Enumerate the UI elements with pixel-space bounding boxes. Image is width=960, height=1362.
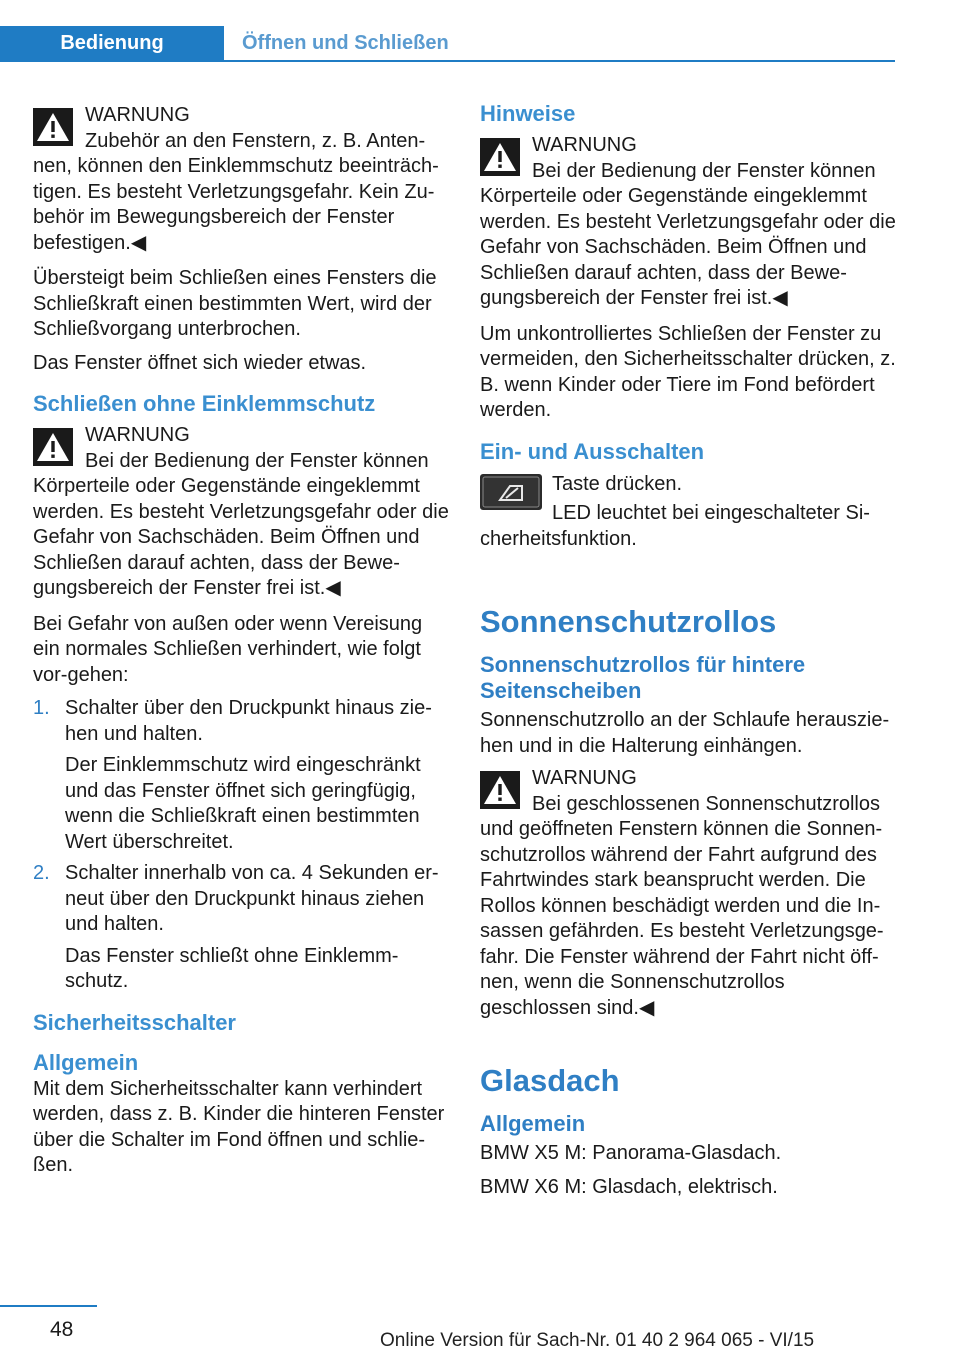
warning-triangle-icon <box>480 138 520 176</box>
warning-box <box>33 100 451 256</box>
section-heading: Hinweise <box>480 101 576 126</box>
left-column <box>33 100 451 1187</box>
subsection-heading: Allgemein <box>480 1111 586 1136</box>
section-heading: Sonnenschutzrollos für hintere Seitenscheiben <box>480 652 806 703</box>
paragraph: BMW X6 M: Glasdach, elektrisch. <box>480 1175 778 1198</box>
step-result: Der Einklemmschutz wird eingeschränkt und das Fenster öffnet sich geringfügig, wenn die Schließkraft einen bestimmten Wert überschreitet. <box>65 754 421 853</box>
list-item <box>33 696 451 855</box>
paragraph: Um unkontrolliertes Schließen der Fenster zu vermeiden, den Sicherheitsschalter drücken, z. B. wenn Kinder oder Tiere im Fond befördert werden. <box>480 322 896 421</box>
instruction-text: LED leuchtet bei eingeschalteter Si‐cherheitsfunktion. <box>480 502 870 550</box>
warning-text: Bei der Bedienung der Fenster können Körperteile oder Gegenstände eingeklemmt werden. Es besteht Verletzungsgefahr oder die Gefahr von Sachschäden. Beim Öffnen und Schließen darauf achten, dass der Bewe‐gungsbereich der Fenster frei ist.◀ <box>480 159 896 309</box>
right-column <box>480 100 898 1208</box>
warning-title: WARNUNG <box>85 424 190 446</box>
warning-triangle-icon <box>33 108 73 146</box>
paragraph: Das Fenster öffnet sich wieder etwas. <box>33 351 367 374</box>
section-heading: Schließen ohne Einklemmschutz <box>33 391 376 416</box>
list-item <box>33 861 451 995</box>
paragraph: Sonnenschutzrollo an der Schlaufe herauszie‐hen und in die Halterung einhängen. <box>480 709 890 757</box>
step-result: Das Fenster schließt ohne Einklemm‐schutz. <box>65 944 399 992</box>
paragraph: Übersteigt beim Schließen eines Fensters die Schließkraft einen bestimmten Wert, wird der Schließvorgang unterbrochen. <box>33 267 437 340</box>
window-lock-icon <box>480 474 542 510</box>
subsection-heading: Allgemein <box>33 1049 139 1075</box>
window-lock-switch-icon <box>480 474 542 510</box>
warning-text: Bei der Bedienung der Fenster können Körperteile oder Gegenstände eingeklemmt werden. Es besteht Verletzungsgefahr oder die Gefahr von Sachschäden. Beim Öffnen und Schließen darauf achten, dass der Bewe‐gungsbereich der Fenster frei ist.◀ <box>33 449 449 599</box>
chapter-title: Öffnen und Schließen <box>242 31 449 54</box>
header-rule <box>0 60 895 62</box>
footer-text: Online Version für Sach-Nr. 01 40 2 964 065 - VI/15 <box>380 1330 815 1351</box>
step-text: Schalter innerhalb von ca. 4 Sekunden er‐neut über den Druckpunkt hinaus ziehen und halten. <box>65 862 439 935</box>
step-number: 1. <box>33 697 50 719</box>
warning-triangle-icon <box>480 771 520 809</box>
instruction-text: Taste drücken. <box>552 472 683 495</box>
section-tab: Bedienung <box>0 26 224 60</box>
step-list <box>33 696 451 995</box>
section-heading: Ein- und Ausschalten <box>480 438 705 464</box>
warning-box <box>33 420 451 602</box>
warning-title: WARNUNG <box>85 104 190 126</box>
warning-box <box>480 763 898 1021</box>
switch-illustration-row <box>480 470 898 553</box>
warning-triangle-icon <box>33 428 73 466</box>
footer-rule <box>0 1305 97 1307</box>
chapter-heading: Glasdach <box>480 1063 620 1098</box>
section-heading: Sicherheitsschalter <box>33 1009 236 1035</box>
warning-box <box>480 130 898 312</box>
paragraph: Bei Gefahr von außen oder wenn Vereisung ein normales Schließen verhindert, wie folgt vor‐gehen: <box>33 612 423 686</box>
warning-title: WARNUNG <box>532 134 637 156</box>
page-header <box>0 26 895 62</box>
step-text: Schalter über den Druckpunkt hinaus zie‐hen und halten. <box>65 697 432 745</box>
warning-text: Bei geschlossenen Sonnenschutzrollos und geöffneten Fenstern können die Sonnen‐schutzrollos während der Fahrt aufgrund des Fahrtwindes stark beansprucht werden. Die Rollos können beschädigt werden und die In‐sassen gefährden. Es besteht Verletzungsge‐fahr. Die Fenster während der Fahrt nicht öff‐nen, wenn die Sonnenschutzrollos geschlossen sind.◀ <box>480 792 884 1019</box>
paragraph: BMW X5 M: Panorama-Glasdach. <box>480 1142 782 1164</box>
paragraph: Mit dem Sicherheitsschalter kann verhindert werden, dass z. B. Kinder die hinteren Fenster über die Schalter im Fond öffnen und schlie‐ßen. <box>33 1077 445 1176</box>
step-number: 2. <box>33 862 50 884</box>
chapter-heading: Sonnenschutzrollos <box>480 604 777 639</box>
warning-title: WARNUNG <box>532 767 637 789</box>
page-number: 48 <box>50 1318 74 1341</box>
warning-text: Zubehör an den Fenstern, z. B. Anten‐nen, können den Einklemmschutz beeinträch‐tigen. Es besteht Verletzungsgefahr. Kein Zu‐behör im Bewegungsbereich der Fenster befestigen.◀ <box>33 129 439 254</box>
